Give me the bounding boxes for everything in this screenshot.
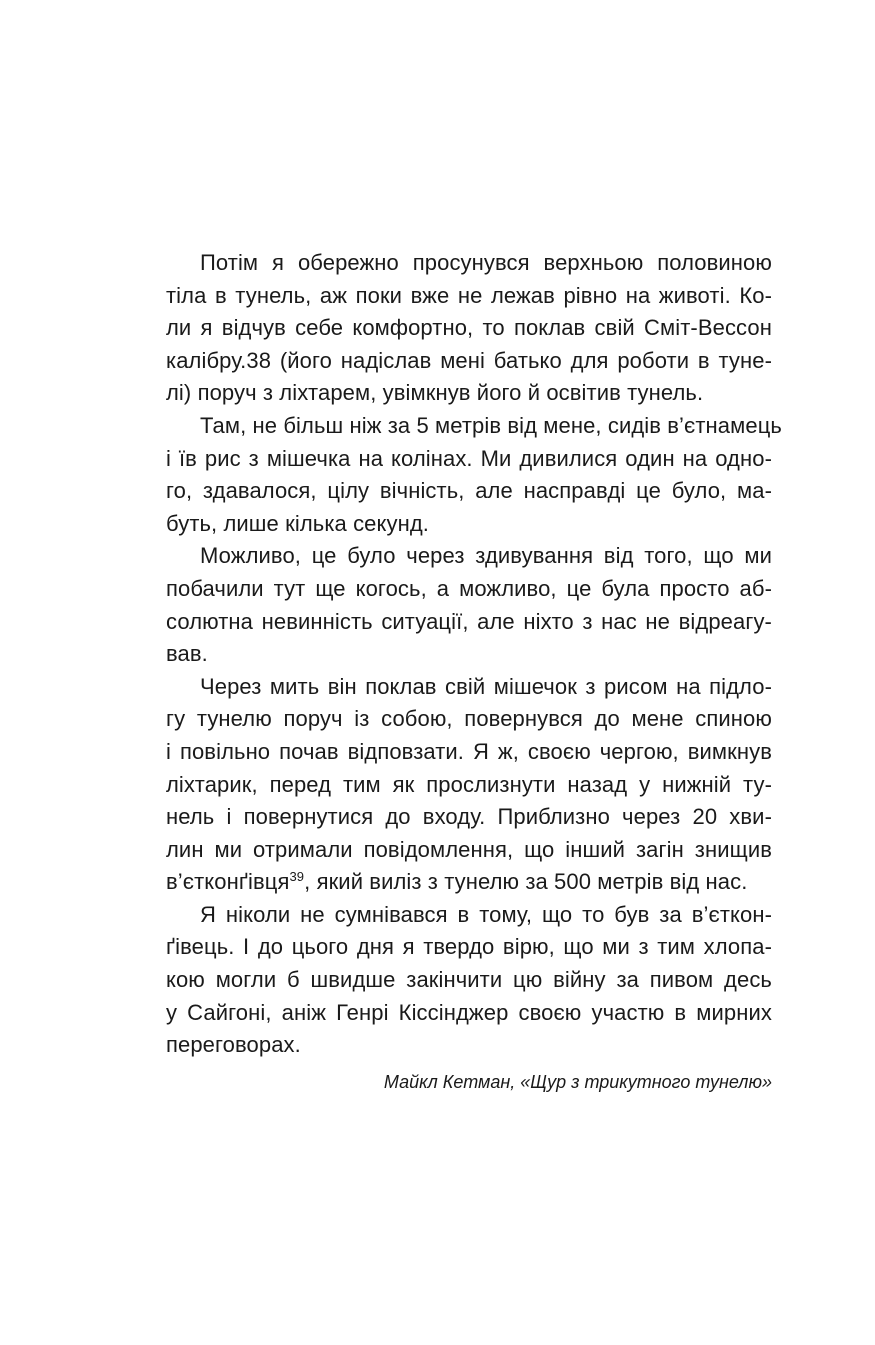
- text-line: Можливо, це було через здивування від того, що ми: [200, 543, 772, 569]
- quote-attribution: Майкл Кетман, «Щур з трикутного тунелю»: [383, 1071, 772, 1092]
- text-fragment: , який виліз з тунелю за 500 метрів від нас.: [304, 869, 748, 895]
- text-line: переговорах.: [166, 1032, 301, 1058]
- text-line: ґівець. І до цього дня я твердо вірю, що ми з тим хлопа-: [166, 934, 772, 960]
- text-line: вав.: [166, 641, 208, 667]
- text-line: Там, не більш ніж за 5 метрів від мене, сидів в’єтнамець: [200, 412, 782, 438]
- paragraph: [166, 247, 772, 410]
- footnote-marker: 39: [289, 869, 305, 885]
- text-line: гу тунелю поруч із собою, повернувся до мене спиною: [166, 706, 772, 732]
- text-line-with-footnote: [166, 866, 772, 899]
- paragraph: [166, 671, 772, 899]
- text-line: побачили тут ще когось, а можливо, це була просто аб-: [166, 575, 772, 601]
- text-line: кою могли б швидше закінчити цю війну за пивом десь: [166, 967, 772, 993]
- text-line: буть, лише кілька секунд.: [166, 510, 429, 536]
- text-line: солютна невинність ситуації, але ніхто з нас не відреагу-: [166, 608, 772, 634]
- text-line: лі) поруч з ліхтарем, увімкнув його й освітив тунель.: [166, 380, 704, 406]
- text-line: Через мить він поклав свій мішечок з рисом на підло-: [200, 673, 772, 699]
- text-line: у Сайгоні, аніж Генрі Кіссінджер своєю участю в мирних: [166, 999, 772, 1025]
- text-line: лин ми отримали повідомлення, що інший загін знищив: [166, 836, 772, 862]
- text-line: Я ніколи не сумнівався в тому, що то був за в’єткон-: [200, 901, 772, 927]
- text-line: і їв рис з мішечка на колінах. Ми дивилися один на одно-: [166, 445, 772, 471]
- text-line: ліхтарик, перед тим як прослизнути назад у нижній ту-: [166, 771, 772, 797]
- text-line: го, здавалося, цілу вічність, але насправді це було, ма-: [166, 478, 772, 504]
- text-line: калібру.38 (його надіслав мені батько для роботи в туне-: [166, 347, 772, 373]
- paragraph: [166, 410, 782, 540]
- book-page-text: [166, 247, 782, 1094]
- paragraph: [166, 899, 772, 1062]
- text-line: нель і повернутися до входу. Приблизно через 20 хви-: [166, 804, 772, 830]
- text-line: Потім я обережно просунувся верхньою половиною: [200, 250, 772, 275]
- text-line: ли я відчув себе комфортно, то поклав свій Сміт-Вессон: [166, 315, 772, 341]
- text-line: і повільно почав відповзати. Я ж, своєю чергою, вимкнув: [166, 738, 772, 764]
- text-line: тіла в тунель, аж поки вже не лежав рівно на животі. Ко-: [166, 282, 772, 308]
- paragraph: [166, 540, 772, 670]
- text-fragment: в’єтконґівця: [166, 869, 290, 895]
